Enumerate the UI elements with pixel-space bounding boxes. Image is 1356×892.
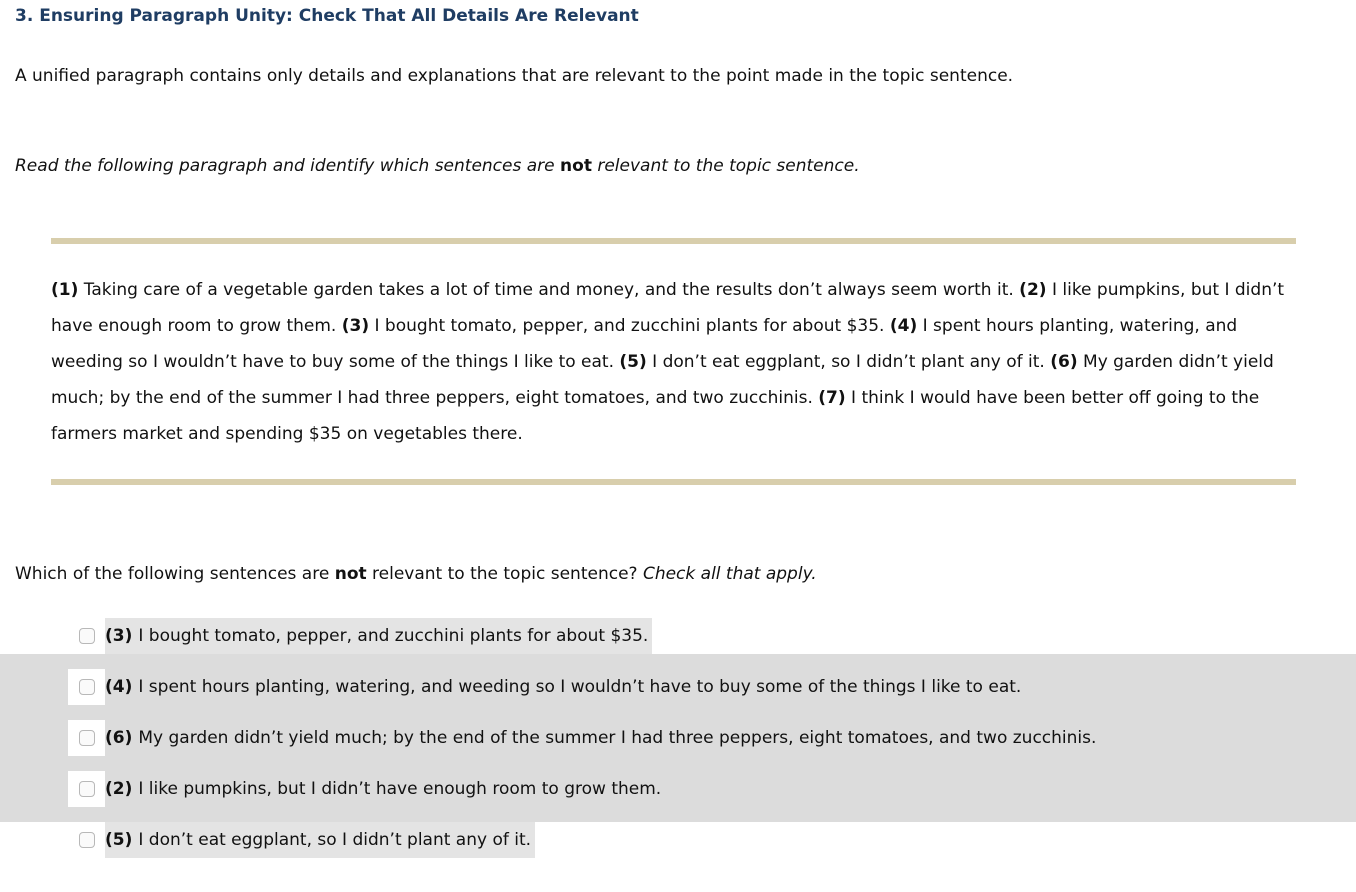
option-number: (6) [105,728,133,748]
checkbox[interactable] [79,832,95,848]
sentence-number: (6) [1050,352,1078,372]
option-number: (3) [105,626,133,646]
option-number: (4) [105,677,133,697]
sentence-number: (1) [51,280,79,300]
checkbox-wrap[interactable] [68,618,105,654]
question-hint: Check all that apply. [642,564,817,584]
intro-text: A unified paragraph contains only details and explanations that are relevant to the point made in the topic sentence. [15,66,1014,86]
checkbox-wrap[interactable] [68,822,105,858]
sentence-number: (2) [1019,280,1047,300]
option-label[interactable] [105,771,665,807]
sentence-text: Taking care of a vegetable garden takes a lot of time and money, and the results don’t always seem worth it. [78,280,1020,300]
instruction-emphasis: not [560,156,592,176]
checkbox[interactable] [79,730,95,746]
question-before: Which of the following sentences are [15,564,335,584]
answer-option-2[interactable] [68,771,665,807]
instruction-before: Read the following paragraph and identify which sentences are [15,156,561,176]
passage-top-rule [51,238,1296,244]
sentence-text: I like pumpkins, but I didn’t have enough room to grow them. [51,280,1285,336]
option-label[interactable] [105,822,535,858]
checkbox[interactable] [79,628,95,644]
sentence-text: My garden didn’t yield much; by the end of the summer I had three peppers, eight tomatoes, and two zucchinis. [51,352,1274,408]
instruction-text [15,154,860,178]
answer-option-4[interactable] [68,669,1025,705]
section-title: 3. Ensuring Paragraph Unity: Check That All Details Are Relevant [15,6,639,26]
checkbox-wrap[interactable] [68,669,105,705]
answer-option-6[interactable] [68,720,1100,756]
option-text: I don’t eat eggplant, so I didn’t plant any of it. [138,830,532,850]
option-label[interactable] [105,618,652,654]
passage-paragraph [51,272,1301,452]
question-emphasis: not [334,564,367,584]
question-prompt [15,562,817,586]
option-number: (2) [105,779,133,799]
sentence-number: (4) [889,316,918,336]
sentence-text: I don’t eat eggplant, so I didn’t plant any of it. [646,352,1051,372]
checkbox-wrap[interactable] [68,720,105,756]
sentence-number: (7) [818,388,846,408]
answer-option-3[interactable] [68,618,652,654]
option-number: (5) [105,830,133,850]
option-text: I spent hours planting, watering, and weeding so I wouldn’t have to buy some of the things I like to eat. [138,677,1022,697]
instruction-after: relevant to the topic sentence. [591,156,860,176]
option-text: My garden didn’t yield much; by the end of the summer I had three peppers, eight tomatoes, and two zucchinis. [138,728,1097,748]
sentence-number: (5) [619,352,647,372]
option-label[interactable] [105,720,1100,756]
sentence-text: I think I would have been better off going to the farmers market and spending $35 on vegetables there. [51,388,1260,444]
question-middle: relevant to the topic sentence? [366,564,643,584]
sentence-number: (3) [341,316,370,336]
checkbox[interactable] [79,781,95,797]
passage-bottom-rule [51,479,1296,485]
option-text: I like pumpkins, but I didn’t have enough room to grow them. [138,779,662,799]
checkbox-wrap[interactable] [68,771,105,807]
option-label[interactable] [105,669,1025,705]
option-text: I bought tomato, pepper, and zucchini plants for about $35. [138,626,649,646]
sentence-text: I spent hours planting, watering, and weeding so I wouldn’t have to buy some of the things I like to eat. [51,316,1238,372]
checkbox[interactable] [79,679,95,695]
answer-option-5[interactable] [68,822,535,858]
sentence-text: I bought tomato, pepper, and zucchini plants for about $35. [369,316,890,336]
